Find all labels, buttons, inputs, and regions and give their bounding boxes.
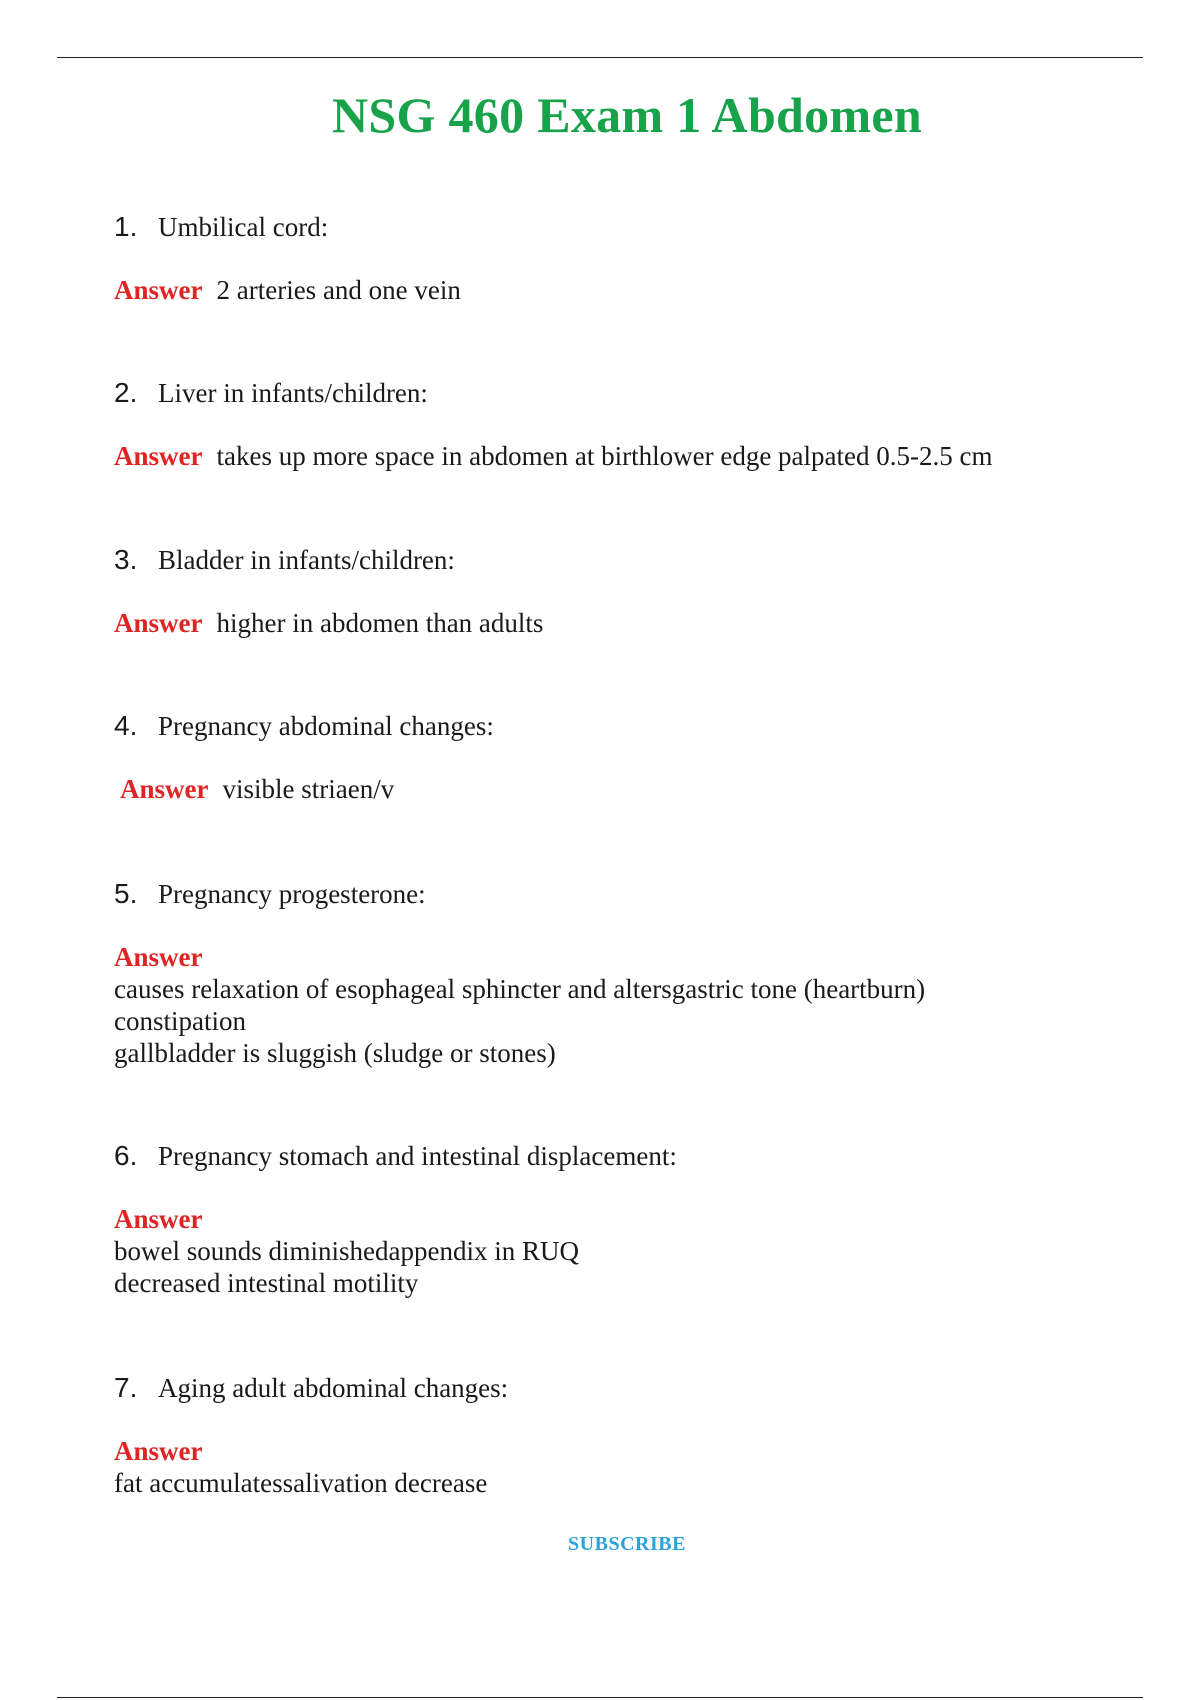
- question-number: 3.: [114, 544, 138, 575]
- answer-text: higher in abdomen than adults: [216, 608, 544, 638]
- answer-text-line: causes relaxation of esophageal sphincter and altersgastric tone (heartburn): [114, 974, 926, 1004]
- question-text: Umbilical cord:: [158, 212, 329, 242]
- question-2: [114, 376, 1114, 410]
- answer-text: takes up more space in abdomen at birthlower edge palpated 0.5-2.5 cm: [216, 441, 993, 471]
- question-number: 5.: [114, 878, 138, 909]
- answer-label: Answer: [114, 1204, 203, 1234]
- question-item-4: [114, 709, 1114, 805]
- answer-label: Answer: [114, 942, 203, 972]
- answer-3: [114, 607, 1114, 639]
- question-text: Pregnancy progesterone:: [158, 879, 426, 909]
- question-text: Aging adult abdominal changes:: [158, 1373, 509, 1403]
- answer-5: [114, 941, 1114, 1069]
- answer-text: 2 arteries and one vein: [216, 275, 461, 305]
- question-1: [114, 210, 1114, 244]
- question-text: Pregnancy stomach and intestinal displacement:: [158, 1141, 677, 1171]
- answer-6: [114, 1203, 1114, 1299]
- question-item-5: [114, 877, 1114, 1069]
- question-5: [114, 877, 1114, 911]
- question-number: 2.: [114, 377, 138, 408]
- answer-text-line: decreased intestinal motility: [114, 1268, 419, 1298]
- question-number: 4.: [114, 710, 138, 741]
- answer-1: [114, 274, 1114, 306]
- question-text: Pregnancy abdominal changes:: [158, 711, 494, 741]
- answer-text-line: fat accumulatessalivation decrease: [114, 1468, 488, 1498]
- question-item-2: [114, 376, 1114, 472]
- question-text: Liver in infants/children:: [158, 378, 428, 408]
- answer-label: Answer: [114, 275, 203, 305]
- answer-text-line: bowel sounds diminishedappendix in RUQ: [114, 1236, 579, 1266]
- answer-label: Answer: [114, 1436, 203, 1466]
- answer-4: [114, 773, 1114, 805]
- answer-text-line: gallbladder is sluggish (sludge or stones): [114, 1038, 556, 1068]
- question-number: 1.: [114, 211, 138, 242]
- answer-label: Answer: [120, 774, 209, 804]
- question-number: 7.: [114, 1372, 138, 1403]
- answer-7: [114, 1435, 1114, 1499]
- question-item-7: [114, 1371, 1114, 1499]
- answer-2: [114, 440, 1114, 472]
- question-number: 6.: [114, 1140, 138, 1171]
- answer-text: visible striaen/v: [222, 774, 395, 804]
- question-6: [114, 1139, 1114, 1173]
- question-4: [114, 709, 1114, 743]
- question-7: [114, 1371, 1114, 1405]
- answer-text-line: constipation: [114, 1006, 246, 1036]
- question-item-1: [114, 210, 1114, 306]
- question-3: [114, 543, 1114, 577]
- answer-label: Answer: [114, 441, 203, 471]
- question-item-6: [114, 1139, 1114, 1299]
- document-title: NSG 460 Exam 1 Abdomen: [331, 87, 923, 143]
- subscribe-link[interactable]: SUBSCRIBE: [568, 1533, 686, 1555]
- question-item-3: [114, 543, 1114, 639]
- top-rule: [57, 57, 1143, 58]
- bottom-rule: [57, 1697, 1143, 1698]
- answer-label: Answer: [114, 608, 203, 638]
- question-text: Bladder in infants/children:: [158, 545, 455, 575]
